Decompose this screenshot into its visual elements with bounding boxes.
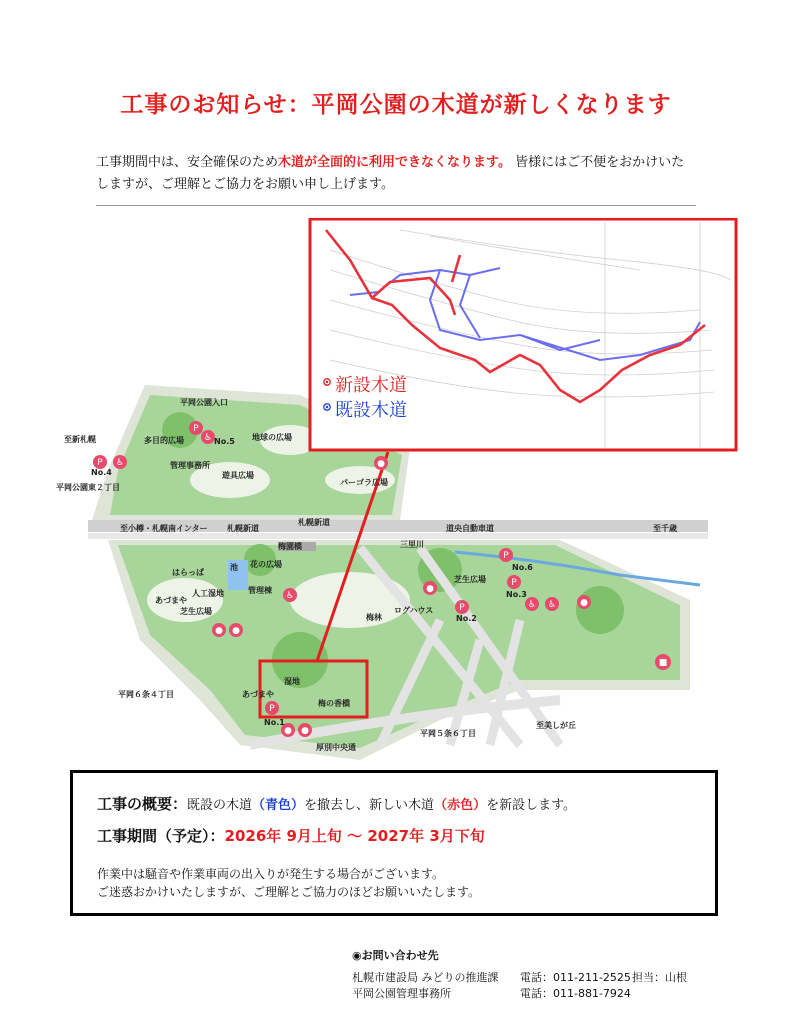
svg-text:●: ●: [215, 626, 223, 636]
label-umebayashi: 梅林: [366, 613, 382, 622]
label-shinsapporo: 至新札幌: [64, 435, 96, 444]
divider: [96, 205, 696, 206]
summary-red: （赤色）: [434, 798, 487, 813]
label-tamokuteki: 多目的広場: [144, 436, 184, 445]
label-azumaya1: あづまや: [155, 596, 187, 605]
svg-text:■: ■: [658, 658, 668, 668]
label-baienbashi: 梅園橋: [278, 542, 302, 551]
svg-text:●: ●: [377, 459, 385, 469]
contact-person-1: 担当：山根: [632, 971, 687, 984]
svg-text:♿: ♿: [285, 591, 295, 601]
label-kanri: 管理事務所: [170, 461, 210, 470]
toilet-icon: [283, 588, 297, 602]
label-no3: No.3: [506, 590, 527, 599]
contact-tel-1: 電話：011-211-2525: [520, 971, 631, 984]
period-value: 2026年 9月上旬 〜 2027年 3月下旬: [224, 827, 485, 845]
toilet-icon: [545, 597, 559, 611]
svg-text:●: ●: [580, 598, 588, 608]
note-line1: 作業中は騒音や作業車両の出入りが発生する場合がございます。: [97, 867, 445, 881]
toilet-icon: [525, 597, 539, 611]
svg-text:♿: ♿: [547, 600, 557, 610]
park-map: [0, 218, 792, 768]
intro-text: [96, 152, 696, 196]
svg-text:P: P: [511, 578, 517, 588]
parking-icon: [455, 600, 469, 614]
label-pergola: パーゴラ広場: [340, 478, 388, 487]
water-icon: [212, 623, 226, 637]
svg-text:●: ●: [301, 726, 309, 736]
svg-text:♿: ♿: [527, 600, 537, 610]
label-atsubetsu: 厚別中央通: [316, 743, 356, 752]
parking-icon: [507, 575, 521, 589]
toilet-icon: [201, 430, 215, 444]
label-shinmichi1: 札幌新道: [227, 524, 259, 533]
label-kanritou: 管理棟: [248, 586, 272, 595]
svg-text:♿: ♿: [115, 458, 125, 468]
svg-text:♿: ♿: [203, 433, 213, 443]
label-shiba2: 芝生広場: [454, 575, 486, 584]
period-label: 工事期間（予定）：: [97, 827, 225, 845]
legend-new: 新設木道: [335, 375, 407, 396]
label-chikyu: 地球の広場: [252, 433, 292, 442]
label-sanrigawa: 三里川: [400, 540, 424, 549]
label-yugu: 遊具広場: [222, 471, 254, 480]
svg-text:P: P: [503, 551, 509, 561]
label-jinkou: 人工湿地: [192, 589, 224, 598]
svg-text:●: ●: [426, 584, 434, 594]
label-no2: No.2: [456, 614, 477, 623]
intro-highlight: 木道が全面的に利用できなくなります。: [278, 155, 511, 170]
label-jou5: 平岡５条６丁目: [420, 729, 476, 738]
contact-org-2: 平岡公園管理事務所: [352, 987, 451, 1000]
label-no1: No.1: [264, 718, 285, 727]
bench-icon: [655, 654, 671, 670]
label-shinmichi2: 札幌新道: [298, 518, 330, 527]
label-loghouse: ログハウス: [394, 606, 434, 615]
note-line2: ご迷惑おかけいたしますが、ご理解とご協力のほどお願いいたします。: [97, 885, 481, 899]
summary-box: [70, 770, 718, 916]
parking-icon: [265, 701, 279, 715]
parking-icon: [93, 455, 107, 469]
label-azumaya2: あづまや: [242, 690, 274, 699]
inset-map: [310, 219, 736, 450]
label-chitose: 至千歳: [653, 524, 677, 533]
label-hananohiroba: 花の広場: [250, 560, 282, 569]
summary-t2: を撤去し、新しい木道: [304, 798, 435, 813]
parking-icon: [189, 421, 203, 435]
contact-row-1: [352, 970, 687, 986]
label-no5: No.5: [214, 437, 235, 446]
contact-row-2: [352, 986, 687, 1002]
label-jou6: 平岡６条４丁目: [118, 690, 174, 699]
contact-org-1: 札幌市建設局 みどりの推進課: [352, 971, 499, 984]
svg-text:●: ●: [284, 726, 292, 736]
contact-block: [352, 948, 687, 1002]
intro-part2: 皆様にはご不便をおかけいたしますが、ご理解とご協力をお願い申し上げます。: [96, 155, 685, 192]
label-kiyota: 至美しが丘: [536, 721, 576, 730]
label-no6: No.6: [512, 563, 533, 572]
label-shiba1: 芝生広場: [180, 607, 212, 616]
summary-note: [97, 865, 480, 901]
svg-text:P: P: [97, 458, 103, 468]
label-entrance: 平岡公園入口: [180, 398, 228, 407]
contact-heading: ◉お問い合わせ先: [352, 949, 439, 962]
svg-text:P: P: [459, 603, 465, 613]
parking-icon: [499, 548, 513, 562]
label-no4: No.4: [91, 468, 112, 477]
svg-text:P: P: [269, 704, 275, 714]
toilet-icon: [113, 455, 127, 469]
label-shitchi: 湿地: [284, 677, 300, 686]
label-sapporo-minami: 至小樽・札幌南インター: [120, 524, 208, 533]
summary-heading: 工事の概要：: [97, 795, 188, 813]
svg-text:P: P: [193, 424, 199, 434]
legend-old: 既設木道: [335, 400, 407, 421]
summary-overview: [97, 793, 576, 814]
water-icon: [229, 623, 243, 637]
summary-blue: （青色）: [252, 798, 305, 813]
water-icon: [577, 595, 591, 609]
page-title: 工事のお知らせ：平岡公園の木道が新しくなります: [120, 92, 672, 118]
summary-t3: を新設します。: [486, 798, 577, 813]
summary-period: [97, 825, 485, 846]
intro-part1: 工事期間中は、安全確保のため: [96, 155, 279, 170]
svg-text:●: ●: [232, 626, 240, 636]
summary-t1: 既設の木道: [187, 798, 253, 813]
water-icon: [423, 581, 437, 595]
label-umenokaori: 梅の香橋: [318, 699, 350, 708]
label-ike: 池: [230, 563, 238, 572]
water-icon: [374, 456, 388, 470]
label-higashi2: 平岡公園東２丁目: [56, 483, 120, 492]
label-harappa: はらっぱ: [172, 568, 204, 577]
contact-tel-2: 電話：011-881-7924: [520, 987, 631, 1000]
label-doo: 道央自動車道: [446, 524, 494, 533]
water-icon: [298, 723, 312, 737]
